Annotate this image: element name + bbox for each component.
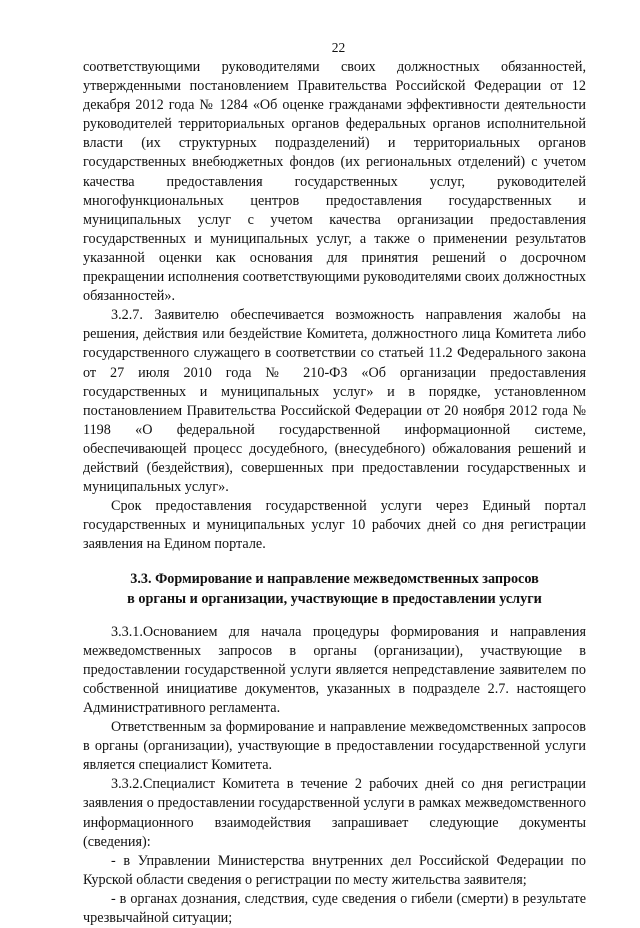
section-heading-3-3 — [83, 570, 586, 608]
page-number: 22 — [331, 40, 346, 55]
paragraph-3-3-1: 3.3.1.Основанием для начала процедуры формирования и направления межведомственных запросов в органы (организации), участвующие в предоставлении государственной услуги является непредставление заявителем по собственной инициативе документов, указанных в подразделе 2.7. настоящего Административного регламента. — [83, 623, 586, 716]
paragraph-3-3-2: 3.3.2.Специалист Комитета в течение 2 рабочих дней со дня регистрации заявления о предоставлении государственной услуги в рамках межведомственного информационного взаимодействия запрашивает следующие документы (сведения): — [83, 776, 586, 850]
paragraph-responsible: Ответственным за формирование и направление межведомственных запросов в органы (организации), участвующие в предоставлении государственной услуги является специалист Комитета. — [83, 719, 586, 774]
paragraph-3-2-7: 3.2.7. Заявителю обеспечивается возможность направления жалобы на решения, действия или бездействие Комитета, должностного лица Комитета либо государственного служащего в соответствии со статьей 11.2 Федерального закона от 27 июля 2010 года № 210-ФЗ «Об организации предоставления государственных и муниципальных услуг» и в порядке, установленном постановлением Правительства Российской Федерации от 20 ноября 2012 года № 1198 «О федеральной государственной информационной системе, обеспечивающей процесс досудебного, (внесудебного) обжалования решений и действий (бездействия), совершенных при предоставлении государственных и муниципальных услуг». — [83, 307, 586, 496]
paragraph-service-term: Срок предоставления государственной услуги через Единый портал государственных и муниципальных услуг 10 рабочих дней со дня регистрации заявления на Едином портале. — [83, 498, 586, 553]
paragraph-continuation: соответствующими руководителями своих должностных обязанностей, утвержденными постановлением Правительства Российской Федерации от 12 декабря 2012 года № 1284 «Об оценке гражданами эффективности деятельности руководителей территориальных органов федеральных органов исполнительной власти (их структурных подразделений) и территориальных органов государственных внебюджетных фондов (их региональных отделений) с учетом качества предоставления государственных услуг, руководителей многофункциональных центров предоставления государственных и муниципальных услуг с учетом качества организации предоставления государственных и муниципальных услуг, а также о применении результатов указанной оценки как основания для принятия решений о досрочном прекращении исполнения соответствующими руководителями своих должностных обязанностей». — [83, 59, 586, 305]
list-item-mvd: - в Управлении Министерства внутренних дел Российской Федерации по Курской области сведения о регистрации по месту жительства заявителя; — [83, 852, 586, 888]
section-heading-line-1: 3.3. Формирование и направление межведомственных запросов — [130, 571, 539, 588]
section-heading-line-2: в органы и организации, участвующие в предоставлении услуги — [127, 590, 542, 607]
list-item-inquiry-bodies: - в органах дознания, следствия, суде сведения о гибели (смерти) в результате чрезвычайной ситуации; — [83, 890, 586, 927]
